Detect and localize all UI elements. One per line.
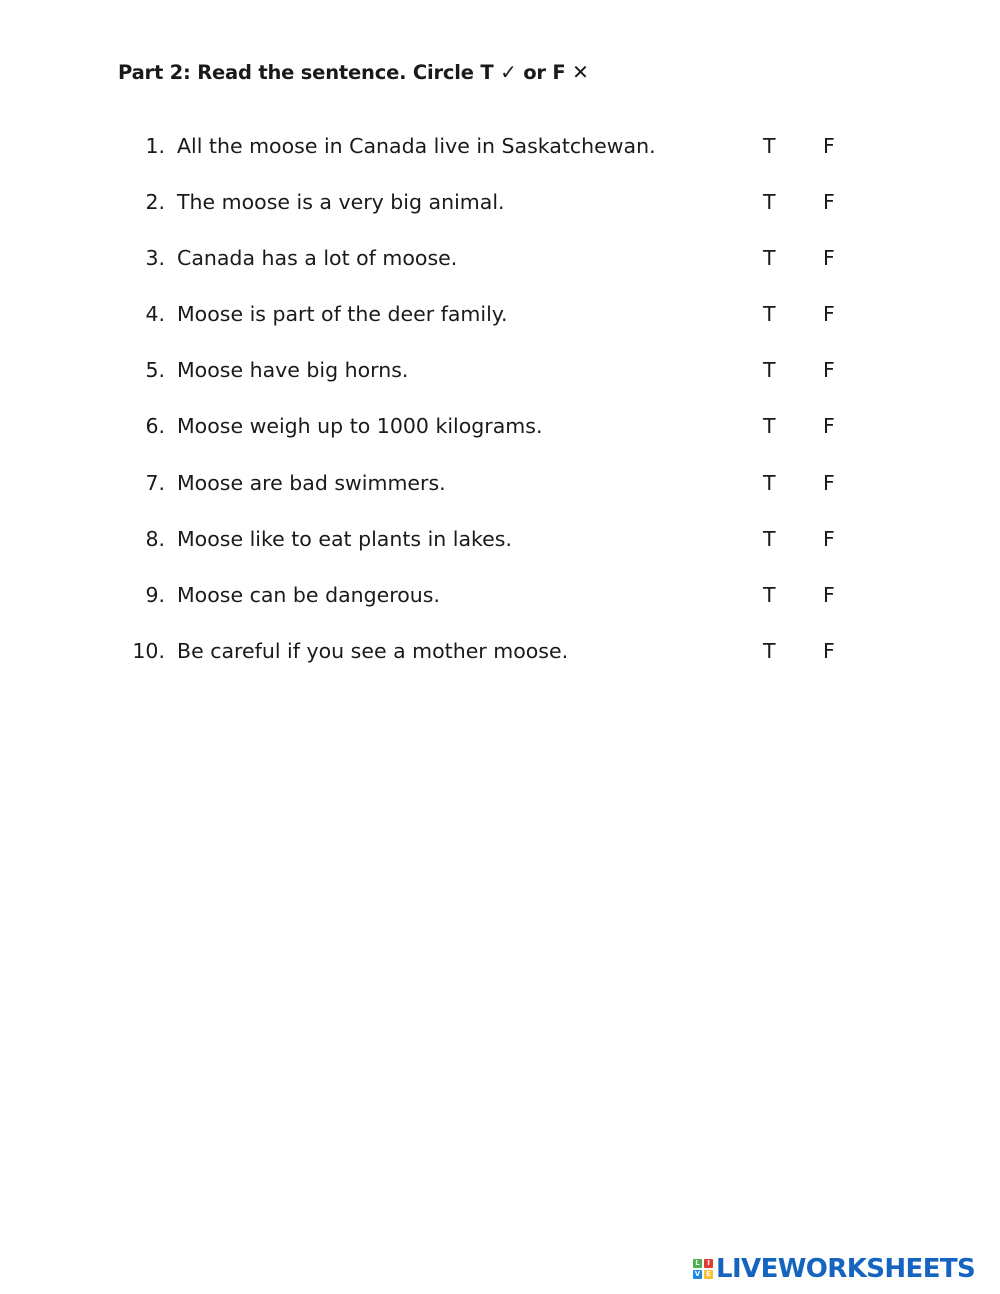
question-number: 3. bbox=[145, 246, 165, 271]
question-row bbox=[0, 186, 1000, 242]
question-sentence: Moose are bad swimmers. bbox=[177, 470, 446, 495]
logo-tile: E bbox=[704, 1270, 713, 1279]
true-option[interactable]: T bbox=[763, 358, 776, 383]
false-option[interactable]: F bbox=[823, 190, 835, 215]
heading-text: Part 2: Read the sentence. Circle T bbox=[118, 61, 494, 84]
question-sentence: The moose is a very big animal. bbox=[177, 190, 505, 215]
question-row bbox=[0, 467, 1000, 523]
logo-tile: I bbox=[704, 1259, 713, 1268]
question-sentence: Canada has a lot of moose. bbox=[177, 246, 458, 271]
heading-or-text: or F bbox=[523, 61, 566, 84]
question-sentence: Moose like to eat plants in lakes. bbox=[177, 526, 512, 551]
true-false-list bbox=[0, 130, 1000, 691]
true-option[interactable]: T bbox=[763, 134, 776, 158]
question-row bbox=[0, 523, 1000, 579]
false-option[interactable]: F bbox=[823, 134, 835, 158]
question-number: 1. bbox=[145, 134, 165, 158]
question-row bbox=[0, 635, 1000, 691]
false-option[interactable]: F bbox=[823, 470, 835, 495]
true-option[interactable]: T bbox=[763, 470, 776, 495]
liveworksheets-logo bbox=[693, 1254, 975, 1284]
question-number: 7. bbox=[145, 470, 165, 495]
true-option[interactable]: T bbox=[763, 526, 776, 551]
question-row bbox=[0, 298, 1000, 354]
question-row bbox=[0, 130, 1000, 186]
question-number: 4. bbox=[145, 302, 165, 327]
logo-tiles-icon bbox=[693, 1259, 713, 1279]
question-row bbox=[0, 579, 1000, 635]
question-number: 8. bbox=[145, 526, 165, 551]
question-row bbox=[0, 410, 1000, 466]
question-row bbox=[0, 354, 1000, 410]
question-sentence: Moose can be dangerous. bbox=[177, 582, 440, 607]
question-number: 10. bbox=[132, 638, 165, 663]
true-option[interactable]: T bbox=[763, 246, 776, 271]
logo-tile: V bbox=[694, 1270, 701, 1278]
question-sentence: Be careful if you see a mother moose. bbox=[177, 638, 569, 663]
question-row bbox=[0, 242, 1000, 298]
true-option[interactable]: T bbox=[763, 582, 776, 607]
false-option[interactable]: F bbox=[823, 246, 835, 271]
check-mark-icon: ✓ bbox=[500, 60, 517, 84]
true-option[interactable]: T bbox=[763, 190, 776, 215]
false-option[interactable]: F bbox=[823, 582, 835, 607]
question-number: 6. bbox=[145, 414, 165, 439]
false-option[interactable]: F bbox=[823, 414, 835, 439]
false-option[interactable]: F bbox=[823, 302, 835, 327]
logo-tile: L bbox=[693, 1259, 702, 1268]
question-number: 9. bbox=[145, 582, 165, 607]
question-number: 5. bbox=[145, 358, 165, 383]
true-option[interactable]: T bbox=[763, 414, 776, 439]
question-sentence: Moose have big horns. bbox=[177, 358, 409, 383]
cross-mark-icon: ✕ bbox=[572, 60, 589, 84]
page-heading bbox=[118, 60, 589, 84]
true-option[interactable]: T bbox=[763, 638, 776, 663]
false-option[interactable]: F bbox=[823, 638, 835, 663]
question-sentence: All the moose in Canada live in Saskatchewan. bbox=[177, 134, 656, 158]
question-sentence: Moose weigh up to 1000 kilograms. bbox=[177, 414, 543, 439]
true-option[interactable]: T bbox=[763, 302, 776, 327]
question-sentence: Moose is part of the deer family. bbox=[177, 302, 508, 327]
false-option[interactable]: F bbox=[823, 358, 835, 383]
false-option[interactable]: F bbox=[823, 526, 835, 551]
question-number: 2. bbox=[145, 190, 165, 215]
logo-text: LIVEWORKSHEETS bbox=[716, 1254, 976, 1284]
